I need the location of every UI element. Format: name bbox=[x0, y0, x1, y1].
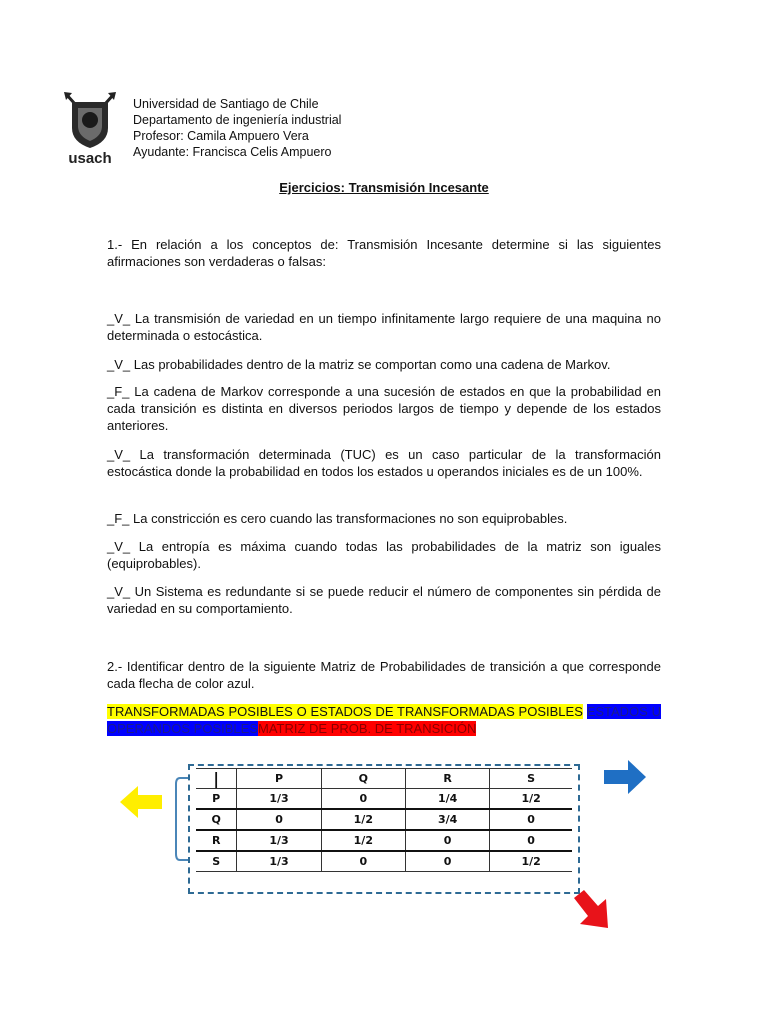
matrix-cell: 1/2 bbox=[321, 809, 405, 830]
red-arrow-down-right-icon bbox=[570, 886, 614, 932]
matrix-cell: 1/3 bbox=[237, 789, 321, 810]
matrix-cell: 0 bbox=[237, 809, 321, 830]
matrix-cell: 0 bbox=[321, 851, 405, 872]
matrix-cell: 0 bbox=[405, 851, 489, 872]
matrix-col-header: S bbox=[490, 769, 572, 789]
matrix-cell: 1/2 bbox=[490, 851, 572, 872]
matrix-cell: 1/2 bbox=[321, 830, 405, 851]
header-line-department: Departamento de ingeniería industrial bbox=[133, 113, 342, 127]
matrix-corner: | bbox=[196, 769, 237, 789]
q1-item-2: _V_ Las probabilidades dentro de la matriz se comportan como una cadena de Markov. bbox=[107, 357, 611, 372]
matrix-col-header: R bbox=[405, 769, 489, 789]
header-line-university: Universidad de Santiago de Chile bbox=[133, 97, 319, 111]
q1-item-7: _V_ Un Sistema es redundante si se puede reducir el número de componentes sin pérdida de variedad en su comportamiento. bbox=[107, 584, 661, 616]
matrix-cell: 1/3 bbox=[237, 851, 321, 872]
matrix-row bbox=[196, 789, 572, 810]
matrix-row bbox=[196, 830, 572, 851]
matrix-cell: 1/4 bbox=[405, 789, 489, 810]
header-line-assistant: Ayudante: Francisca Celis Ampuero bbox=[133, 145, 332, 159]
q2-intro: 2.- Identificar dentro de la siguiente Matriz de Probabilidades de transición a que corresponde cada flecha de color azul. bbox=[107, 659, 661, 691]
institution-header bbox=[133, 96, 341, 160]
row-bracket bbox=[170, 776, 190, 862]
q1-item-6: _V_ La entropía es máxima cuando todas las probabilidades de la matriz son iguales (equiprobables). bbox=[107, 539, 661, 571]
header-line-professor: Profesor: Camila Ampuero Vera bbox=[133, 129, 309, 143]
matrix-cell: 1/2 bbox=[490, 789, 572, 810]
matrix-cell: 3/4 bbox=[405, 809, 489, 830]
matrix-cell: 1/3 bbox=[237, 830, 321, 851]
q1-item-5: _F_ La constricción es cero cuando las transformaciones no son equiprobables. bbox=[107, 511, 568, 526]
matrix-cell: 0 bbox=[490, 809, 572, 830]
q2-answer bbox=[107, 703, 661, 737]
yellow-arrow-left-icon bbox=[118, 784, 164, 820]
matrix-row-header: R bbox=[196, 830, 237, 851]
transition-matrix bbox=[196, 768, 572, 872]
matrix-cell: 0 bbox=[490, 830, 572, 851]
document-title: Ejercicios: Transmisión Incesante bbox=[279, 180, 489, 195]
usach-logo bbox=[62, 90, 118, 168]
q1-item-3: _F_ La cadena de Markov corresponde a una sucesión de estados en que la probabilidad en cada transición es distinta en diversos periodos largos de tiempo y depende de los estados anteriores. bbox=[107, 384, 661, 433]
matrix-row bbox=[196, 851, 572, 872]
q1-item-1: _V_ La transmisión de variedad en un tiempo infinitamente largo requiere de una maquina no determinada o estocástica. bbox=[107, 311, 661, 343]
q1-intro: 1.- En relación a los conceptos de: Transmisión Incesante determine si las siguientes afirmaciones son verdaderas o falsas: bbox=[107, 237, 661, 269]
matrix-col-header: Q bbox=[321, 769, 405, 789]
matrix-row-header: P bbox=[196, 789, 237, 810]
answer-yellow-highlight: TRANSFORMADAS POSIBLES O ESTADOS DE TRANSFORMADAS POSIBLES bbox=[107, 704, 583, 719]
blue-arrow-right-icon bbox=[602, 758, 648, 796]
matrix-cell: 0 bbox=[405, 830, 489, 851]
matrix-row bbox=[196, 809, 572, 830]
matrix-row-header: S bbox=[196, 851, 237, 872]
svg-text:usach: usach bbox=[68, 150, 112, 167]
matrix-row-header: Q bbox=[196, 809, 237, 830]
matrix-header-row bbox=[196, 769, 572, 789]
matrix-cell: 0 bbox=[321, 789, 405, 810]
answer-blue-highlight: ESTADOS U OPERANDOS POSIBLES bbox=[107, 704, 662, 736]
matrix-col-header: P bbox=[237, 769, 321, 789]
answer-red-highlight: MATRIZ DE PROB. DE TRANSICIÓN bbox=[258, 721, 477, 736]
q1-item-4: _V_ La transformación determinada (TUC) es un caso particular de la transformación estocástica donde la probabilidad en todos los estados u operandos iniciales es de un 100%. bbox=[107, 447, 661, 479]
